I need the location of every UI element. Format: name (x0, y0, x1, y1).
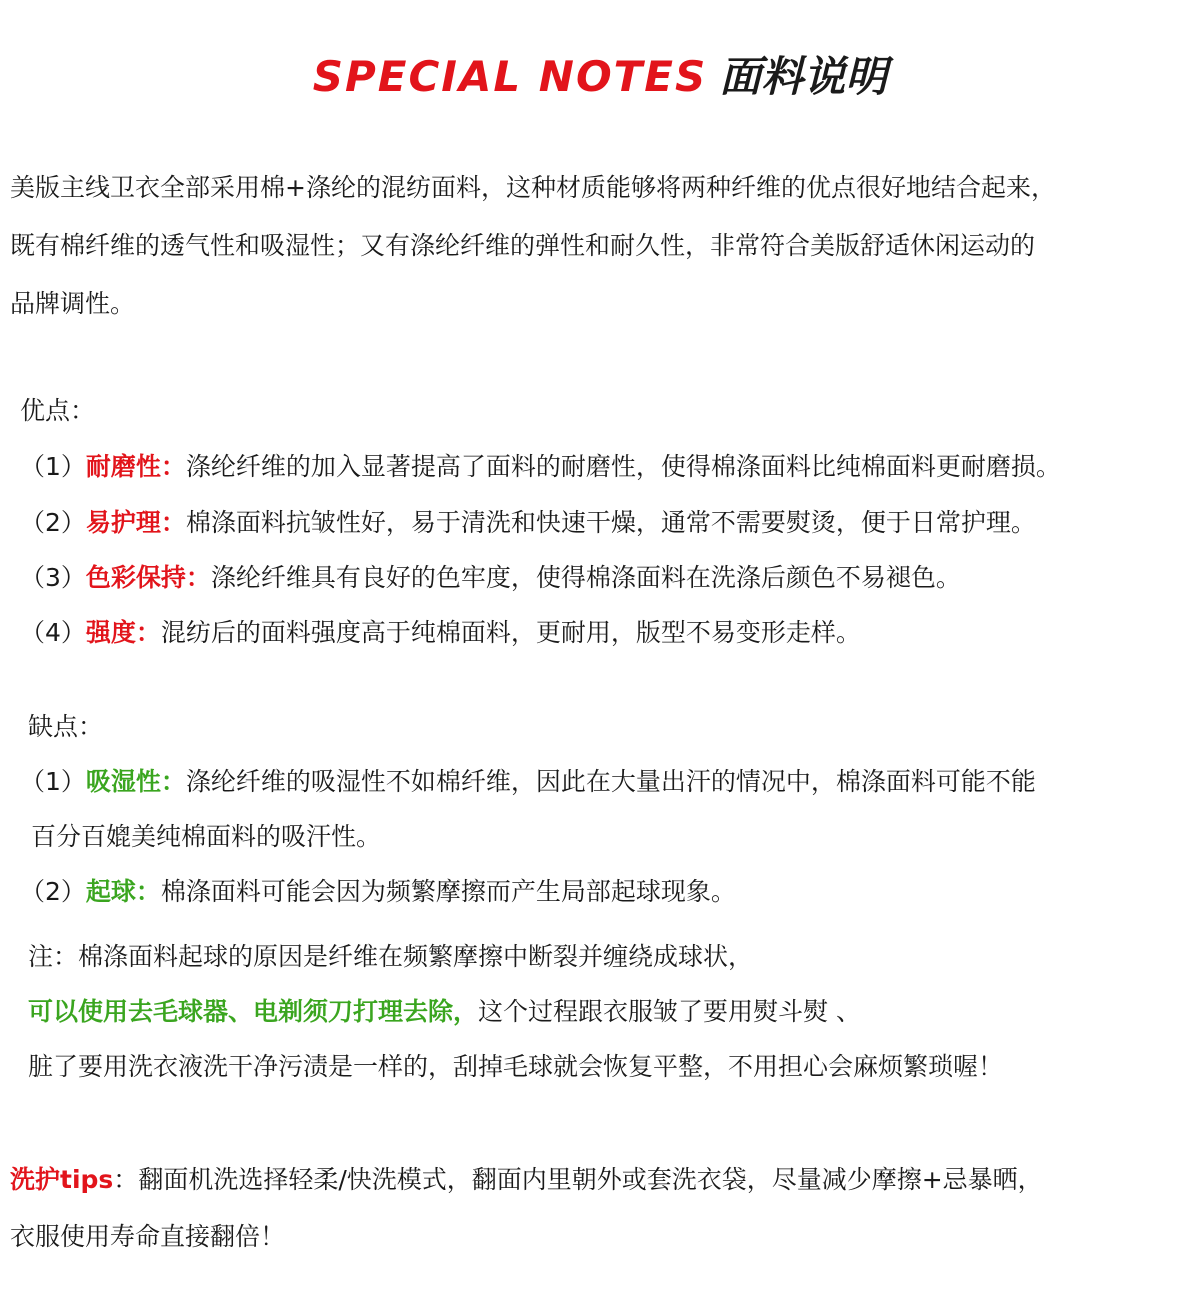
item-label: 色彩保持： (85, 563, 211, 592)
note-line-1: 注：棉涤面料起球的原因是纤维在频繁摩擦中断裂并缠绕成球状， (28, 942, 754, 971)
note-line-3: 脏了要用洗衣液洗干净污渍是一样的，刮掉毛球就会恢复平整，不用担心会麻烦繁琐喔！ (28, 1052, 1004, 1081)
item-number: （3） (20, 563, 86, 592)
care-tips-label: 洗护tips (10, 1165, 114, 1194)
item-label: 吸湿性： (85, 767, 186, 796)
item-text: 涤纶纤维的吸湿性不如棉纤维，因此在大量出汗的情况中，棉涤面料可能不能 (185, 767, 1036, 796)
note-line-2 (28, 997, 861, 1027)
intro-line-3: 品牌调性。 (10, 289, 136, 318)
item-label: 耐磨性： (85, 452, 186, 481)
cons-item-continued: 百分百媲美纯棉面料的吸汗性。 (31, 822, 382, 851)
care-tips-line-2: 衣服使用寿命直接翻倍！ (10, 1222, 286, 1251)
item-label: 强度： (85, 618, 161, 647)
care-tips-text: 翻面机洗选择轻柔/快洗模式，翻面内里朝外或套洗衣袋，尽量减少摩擦+忌暴晒， (138, 1165, 1043, 1194)
pros-item (20, 508, 1036, 538)
item-text: 棉涤面料可能会因为频繁摩擦而产生局部起球现象。 (160, 877, 736, 906)
care-tips-line-1 (10, 1165, 1043, 1195)
item-text: 混纺后的面料强度高于纯棉面料，更耐用，版型不易变形走样。 (160, 618, 861, 647)
cons-heading: 缺点： (28, 712, 104, 741)
care-tips-colon: ： (113, 1165, 139, 1194)
intro-line-1: 美版主线卫衣全部采用棉+涤纶的混纺面料，这种材质能够将两种纤维的优点很好地结合起来， (10, 173, 1056, 202)
cons-item (20, 877, 736, 907)
pros-item (20, 452, 1061, 482)
item-label: 起球： (85, 877, 161, 906)
item-number: （1） (20, 767, 86, 796)
note-highlight: 可以使用去毛球器、电剃须刀打理去除， (28, 997, 479, 1026)
title-chinese: 面料说明 (719, 52, 888, 101)
item-label: 易护理： (85, 508, 186, 537)
pros-item (20, 563, 961, 593)
cons-item (20, 767, 1036, 797)
item-number: （2） (20, 877, 86, 906)
item-text: 涤纶纤维具有良好的色牢度，使得棉涤面料在洗涤后颜色不易褪色。 (210, 563, 961, 592)
item-text: 棉涤面料抗皱性好，易于清洗和快速干燥，通常不需要熨烫，便于日常护理。 (185, 508, 1036, 537)
pros-item (20, 618, 861, 648)
page-title (0, 44, 1200, 104)
item-number: （4） (20, 618, 86, 647)
intro-line-2: 既有棉纤维的透气性和吸湿性；又有涤纶纤维的弹性和耐久性，非常符合美版舒适休闲运动的 (10, 231, 1036, 260)
item-number: （1） (20, 452, 86, 481)
note-line-2-rest: 这个过程跟衣服皱了要用熨斗熨 、 (478, 997, 861, 1026)
item-text: 涤纶纤维的加入显著提高了面料的耐磨性，使得棉涤面料比纯棉面料更耐磨损。 (185, 452, 1061, 481)
title-english: SPECIAL NOTES (312, 52, 708, 101)
pros-heading: 优点： (20, 396, 96, 425)
item-number: （2） (20, 508, 86, 537)
